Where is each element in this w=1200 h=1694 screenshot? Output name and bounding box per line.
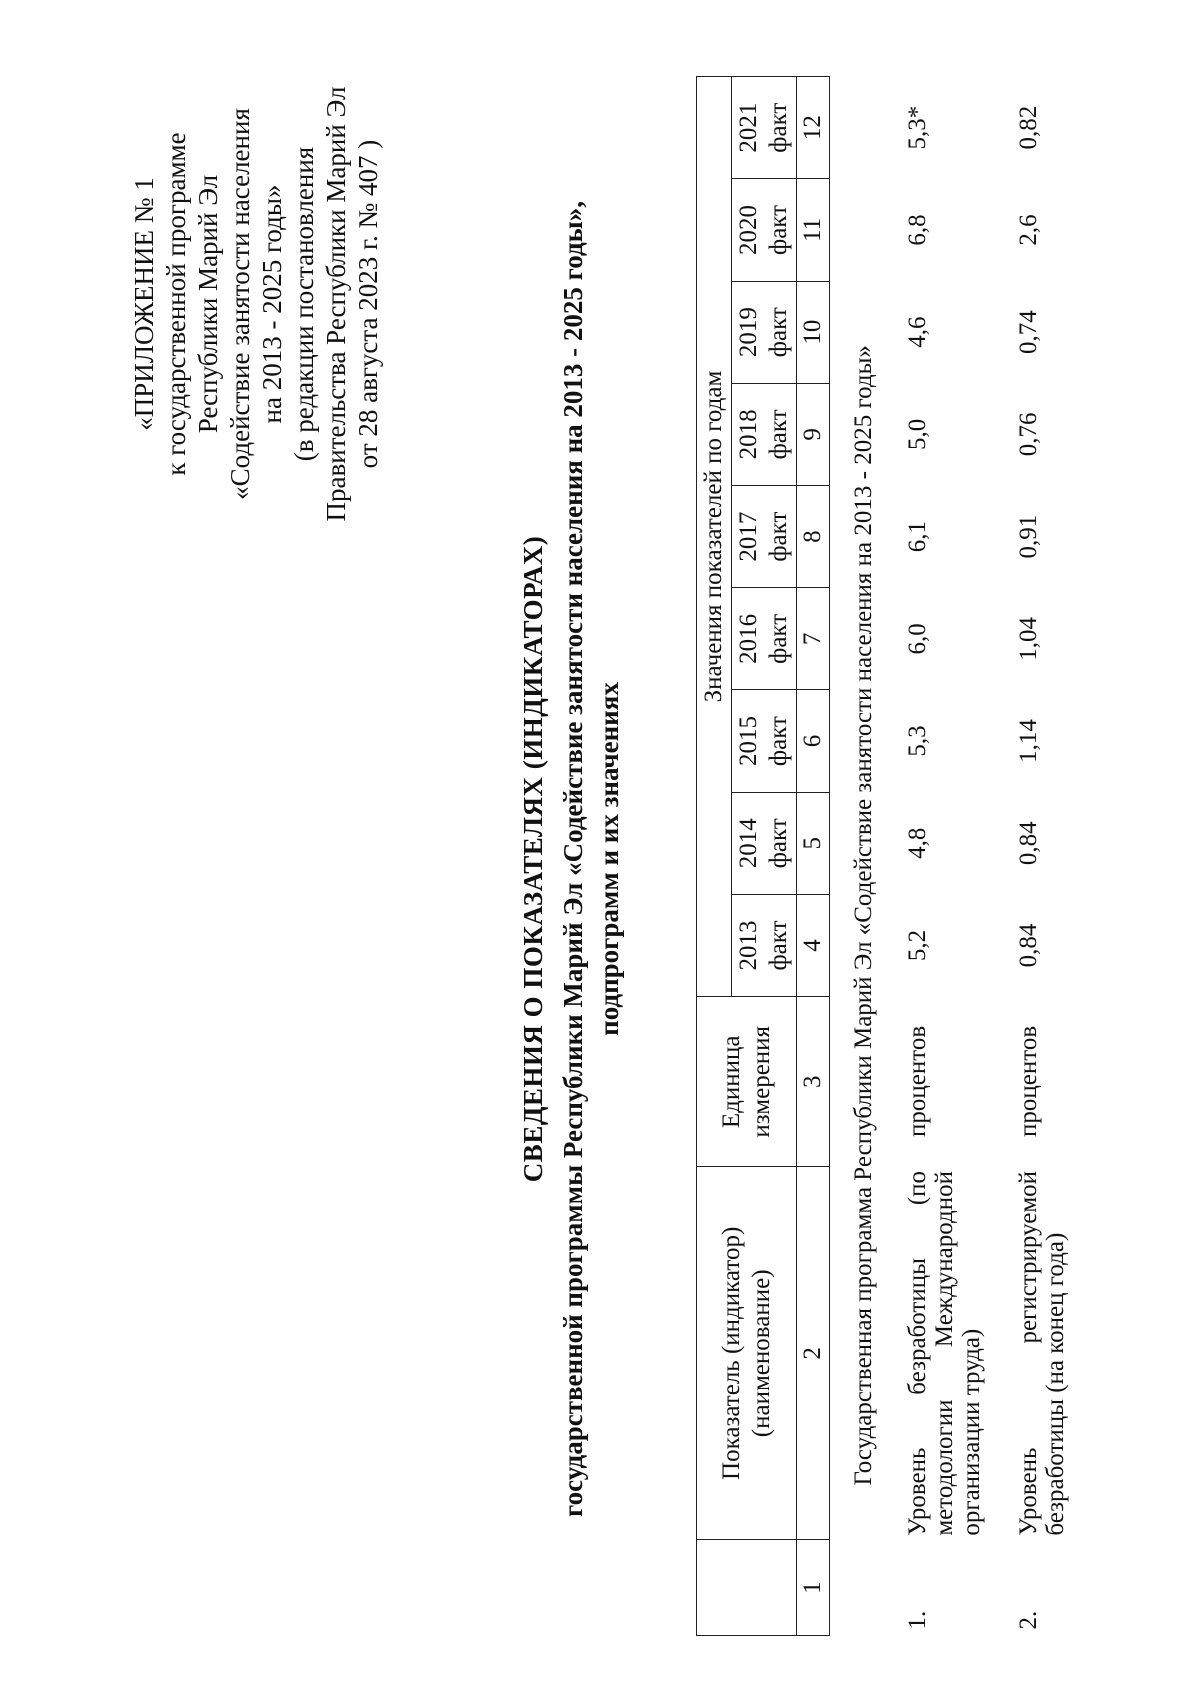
column-number: 1 xyxy=(797,1540,830,1636)
column-number-row xyxy=(797,77,830,1636)
header-year: 2018 факт xyxy=(732,383,797,485)
value-cell: 4,8 xyxy=(904,827,931,859)
column-number: 12 xyxy=(797,77,830,179)
value-cell: 1,14 xyxy=(1015,719,1042,763)
column-number: 10 xyxy=(797,281,830,383)
value-cell: 4,6 xyxy=(904,316,931,348)
value-cell: 0,84 xyxy=(1015,923,1042,968)
table-row xyxy=(892,77,1003,1636)
table-row xyxy=(1003,77,1087,1636)
value-cell: 5,3 xyxy=(904,725,931,757)
column-number: 4 xyxy=(797,894,830,996)
column-number: 2 xyxy=(797,1167,830,1540)
column-number: 11 xyxy=(797,179,830,281)
appendix-line: Республики Марий Эл xyxy=(193,174,223,434)
appendix-line: «ПРИЛОЖЕНИЕ № 1 xyxy=(129,177,159,431)
subtitle-line-1: государственной программы Республики Марий Эл «Содействие занятости населения на 2013 - 2025 годы», xyxy=(558,201,588,1517)
value-cell: 5,0 xyxy=(904,418,931,451)
header-unit: Единица измерения xyxy=(697,997,797,1167)
row-number: 2. xyxy=(1015,1610,1042,1630)
appendix-line: (в редакции постановления xyxy=(289,146,319,462)
header-year: 2019 факт xyxy=(732,281,797,383)
appendix-header xyxy=(128,64,384,544)
value-cell: 5,3* xyxy=(904,105,931,150)
header-year: 2021 факт xyxy=(732,77,797,179)
document-title: СВЕДЕНИЯ О ПОКАЗАТЕЛЯХ (ИНДИКАТОРАХ) xyxy=(518,535,548,1183)
indicator-name: Уровень регистрируемой безработицы (на конец года) xyxy=(1015,1170,1069,1536)
header-year: 2013 факт xyxy=(732,894,797,996)
value-cell: 0,76 xyxy=(1015,412,1042,457)
header-year: 2016 факт xyxy=(732,588,797,690)
appendix-line: от 28 августа 2023 г. № 407 ) xyxy=(353,139,383,469)
section-title: Государственная программа Республики Марий Эл «Содействие занятости населения на 2013 - 2025 годы» xyxy=(850,345,877,1486)
indicator-unit: процентов xyxy=(904,1025,931,1137)
column-number: 3 xyxy=(797,997,830,1167)
column-number: 7 xyxy=(797,588,830,690)
header-year: 2014 факт xyxy=(732,792,797,894)
row-number: 1. xyxy=(904,1610,931,1630)
value-cell: 0,91 xyxy=(1015,514,1042,559)
indicators-table xyxy=(696,76,1087,1636)
value-cell: 2,6 xyxy=(1015,214,1042,246)
header-indicator: Показатель (индикатор) (наименование) xyxy=(697,1167,797,1540)
value-cell: 6,1 xyxy=(904,520,931,553)
value-cell: 6,0 xyxy=(904,623,931,655)
column-number: 8 xyxy=(797,486,830,588)
column-number: 9 xyxy=(797,383,830,485)
value-cell: 1,04 xyxy=(1015,616,1042,661)
appendix-line: Правительства Республики Марий Эл xyxy=(321,86,351,522)
appendix-line: к государственной программе xyxy=(161,132,191,476)
indicator-unit: процентов xyxy=(1015,1025,1042,1137)
appendix-line: «Содействие занятости населения xyxy=(225,108,255,500)
column-number: 6 xyxy=(797,690,830,792)
value-cell: 0,74 xyxy=(1015,310,1042,355)
subtitle-line-2: подпрограмм и их значениях xyxy=(594,682,624,1036)
header-number-cell xyxy=(697,1540,797,1636)
column-number: 5 xyxy=(797,792,830,894)
value-cell: 6,8 xyxy=(904,214,931,246)
value-cell: 0,82 xyxy=(1015,105,1042,150)
header-row-1 xyxy=(697,77,732,1636)
title-block xyxy=(518,84,627,1634)
section-row xyxy=(830,77,893,1636)
value-cell: 5,2 xyxy=(904,929,931,962)
header-year: 2020 факт xyxy=(732,179,797,281)
value-cell: 0,84 xyxy=(1015,821,1042,866)
indicator-name: Уровень безработицы (по методологии Международной организации труда) xyxy=(904,1170,985,1536)
header-year: 2015 факт xyxy=(732,690,797,792)
document-subtitle xyxy=(555,84,627,1634)
header-values-by-year: Значения показателей по годам xyxy=(697,77,732,997)
header-year: 2017 факт xyxy=(732,486,797,588)
appendix-line: на 2013 - 2025 годы» xyxy=(257,184,287,424)
